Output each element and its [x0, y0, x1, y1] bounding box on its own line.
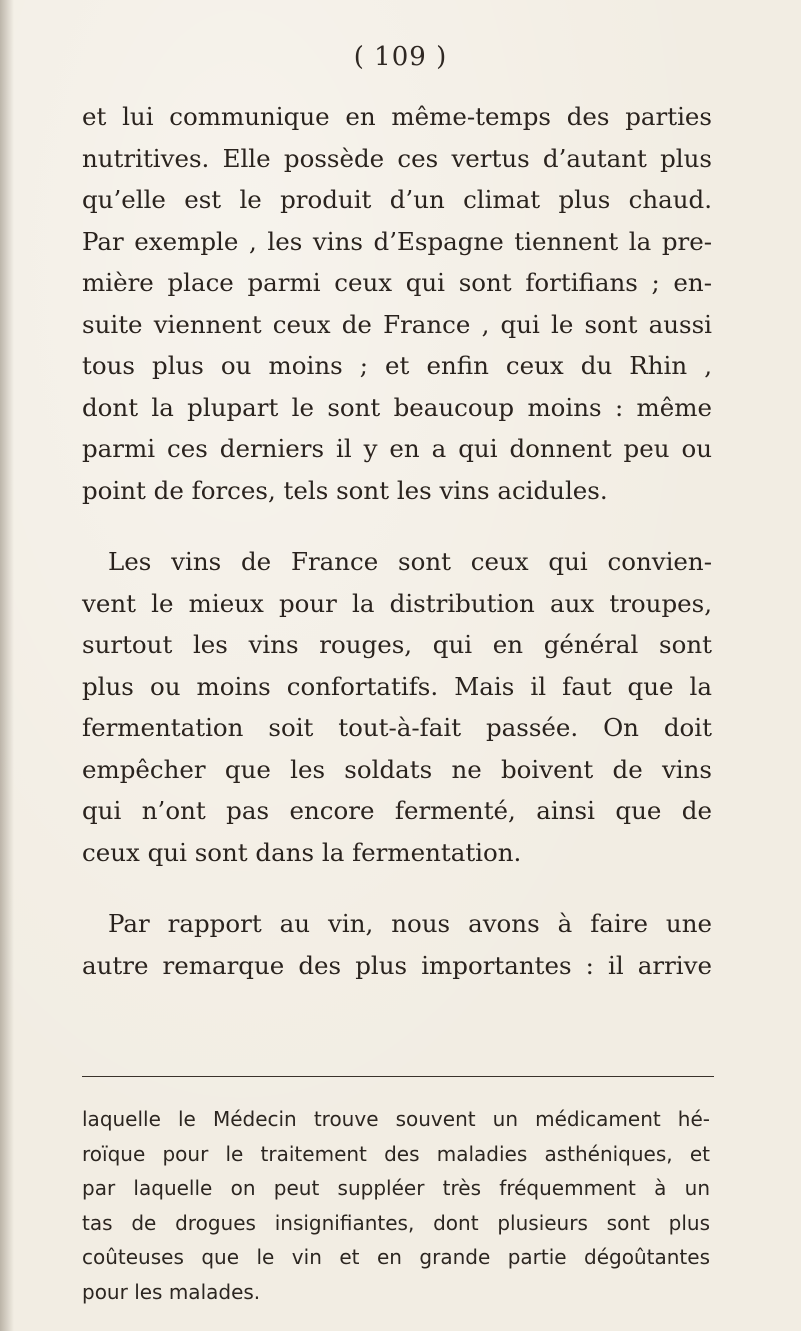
text-line: empêcher que les soldats ne boivent de vins [82, 754, 712, 784]
text-line: point de forces, tels sont les vins acidules. [82, 475, 608, 505]
text-line: et lui communique en même-temps des parties [82, 102, 712, 131]
paragraph-gap [82, 873, 712, 903]
text-line: ceux qui sont dans la fermentation. [82, 837, 522, 867]
footnote-line: par laquelle on peut suppléer très fréquemment à un [82, 1176, 710, 1200]
text-line: dont la plupart le sont beaucoup moins : même [82, 392, 712, 422]
text-line: plus ou moins confortatifs. Mais il faut que la [82, 671, 712, 701]
text-line: parmi ces derniers il y en a qui donnent peu ou [82, 434, 712, 463]
text-line: Par exemple , les vins d’Espagne tiennent la pre- [82, 226, 712, 256]
text-line: fermentation soit tout-à-fait passée. On doit [82, 713, 712, 742]
footnote-line: roïque pour le traitement des maladies asthéniques, et [82, 1141, 710, 1166]
text-line: autre remarque des plus importantes : il arrive [82, 950, 712, 980]
footnote [82, 1102, 710, 1309]
text-line: Les vins de France sont ceux qui convien- [108, 547, 712, 576]
text-line: qui n’ont pas encore fermenté, ainsi que de [82, 796, 712, 825]
spine-shadow [0, 0, 14, 1331]
text-line: surtout les vins rouges, qui en général sont [82, 630, 712, 659]
main-text [82, 96, 712, 986]
footnote-line: pour les malades. [82, 1279, 261, 1304]
footnote-line: tas de drogues insignifiantes, dont plusieurs sont plus [82, 1210, 710, 1235]
text-line: vent le mieux pour la distribution aux troupes, [82, 588, 712, 618]
paragraph-gap [82, 511, 712, 541]
text-line: mière place parmi ceux qui sont fortifians ; en- [82, 268, 712, 297]
text-line: tous plus ou moins ; et enfin ceux du Rhin , [82, 351, 712, 380]
footnote-line: laquelle le Médecin trouve souvent un médicament hé- [82, 1107, 710, 1131]
text-line: nutritives. Elle possède ces vertus d’autant plus [82, 143, 712, 173]
footnote-line: coûteuses que le vin et en grande partie dégoûtantes [82, 1245, 710, 1269]
text-line: qu’elle est le produit d’un climat plus chaud. [82, 185, 712, 214]
footnote-rule [82, 1076, 714, 1077]
page-number: ( 109 ) [353, 42, 448, 72]
text-line: Par rapport au vin, nous avons à faire une [108, 909, 712, 938]
text-line: suite viennent ceux de France , qui le sont aussi [82, 309, 712, 339]
